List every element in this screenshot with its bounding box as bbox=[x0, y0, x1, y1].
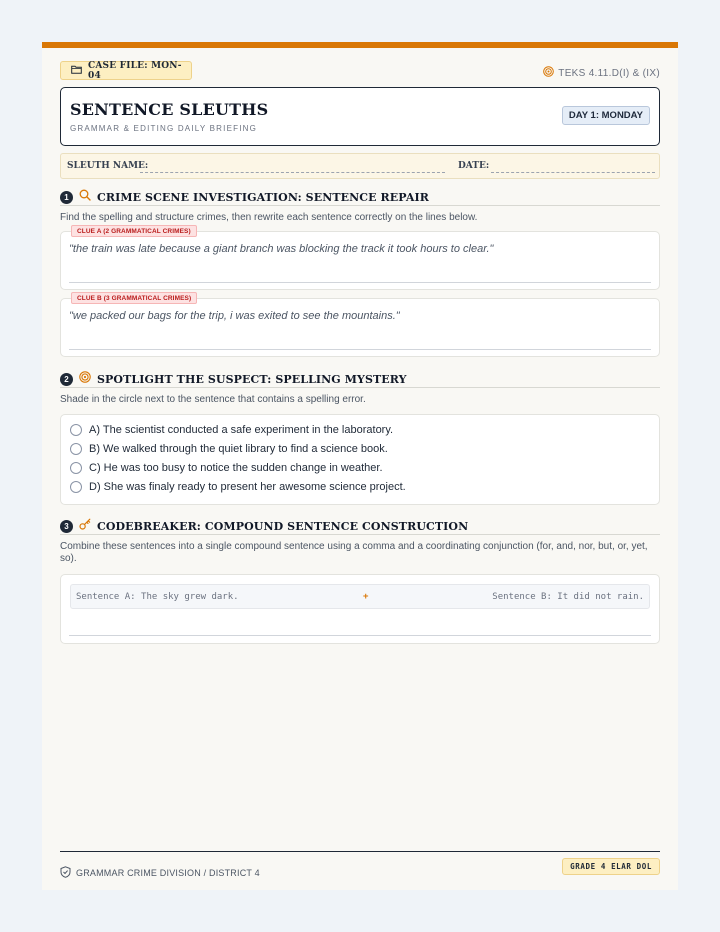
section-title: CODEBREAKER: COMPOUND SENTENCE CONSTRUCTION bbox=[97, 519, 469, 533]
teks-label: TEKS 4.11.D(I) & (IX) bbox=[558, 67, 660, 79]
radio-circle[interactable] bbox=[70, 424, 82, 436]
footer-divider bbox=[60, 851, 660, 852]
section-2-header bbox=[60, 371, 660, 388]
case-file-label: CASE FILE: MON-04 bbox=[88, 60, 182, 81]
compound-answer-line[interactable] bbox=[69, 635, 651, 636]
title-header bbox=[60, 87, 660, 146]
page-title: SENTENCE SLEUTHS bbox=[70, 100, 269, 119]
key-icon bbox=[79, 517, 91, 535]
option-d[interactable] bbox=[70, 481, 406, 493]
clue-b-sentence: "we packed our bags for the trip, i was exited to see the mountains." bbox=[69, 310, 400, 322]
teks-standard bbox=[543, 66, 660, 80]
clue-a-answer-line[interactable] bbox=[69, 282, 651, 283]
option-c[interactable] bbox=[70, 462, 383, 474]
option-b[interactable] bbox=[70, 443, 388, 455]
footer-division bbox=[60, 866, 260, 880]
clue-a-card bbox=[60, 227, 660, 290]
date-field[interactable] bbox=[491, 172, 655, 173]
options-card bbox=[60, 414, 660, 505]
grade-badge: GRADE 4 ELAR DOL bbox=[562, 858, 660, 875]
clue-b-tag: CLUE B (3 GRAMMATICAL CRIMES) bbox=[71, 292, 197, 304]
radio-circle[interactable] bbox=[70, 481, 82, 493]
codebreaker-card bbox=[60, 574, 660, 644]
sentence-a: Sentence A: The sky grew dark. bbox=[76, 592, 239, 602]
section-number: 2 bbox=[60, 373, 73, 386]
option-text: D) She was finaly ready to present her awesome science project. bbox=[89, 481, 406, 493]
folder-icon bbox=[71, 65, 82, 76]
radio-circle[interactable] bbox=[70, 462, 82, 474]
section-3-header bbox=[60, 518, 660, 535]
option-a[interactable] bbox=[70, 424, 393, 436]
magnifier-icon bbox=[79, 188, 91, 206]
section-2-instructions: Shade in the circle next to the sentence that contains a spelling error. bbox=[60, 394, 366, 405]
name-date-bar bbox=[60, 153, 660, 179]
sleuth-name-field[interactable] bbox=[140, 172, 445, 173]
clue-a-sentence: "the train was late because a giant branch was blocking the track it took hours to clear." bbox=[69, 243, 494, 255]
section-title: CRIME SCENE INVESTIGATION: SENTENCE REPAIR bbox=[97, 190, 429, 204]
shield-icon bbox=[60, 866, 71, 880]
date-label: DATE: bbox=[458, 161, 490, 171]
option-text: B) We walked through the quiet library to find a science book. bbox=[89, 443, 388, 455]
section-1-instructions: Find the spelling and structure crimes, then rewrite each sentence correctly on the lines below. bbox=[60, 212, 478, 223]
clue-a-tag: CLUE A (2 GRAMMATICAL CRIMES) bbox=[71, 225, 197, 237]
sleuth-name-label: SLEUTH NAME: bbox=[67, 161, 149, 171]
target-icon bbox=[79, 370, 91, 388]
division-label: GRAMMAR CRIME DIVISION / DISTRICT 4 bbox=[76, 868, 260, 878]
case-file-tab bbox=[60, 61, 192, 80]
plus-sign: + bbox=[363, 592, 369, 602]
day-badge: DAY 1: MONDAY bbox=[562, 106, 650, 125]
section-number: 1 bbox=[60, 191, 73, 204]
sentence-b: Sentence B: It did not rain. bbox=[492, 592, 644, 602]
sentence-pair-box bbox=[70, 584, 650, 609]
page-subtitle: GRAMMAR & EDITING DAILY BRIEFING bbox=[70, 124, 258, 133]
section-1-header bbox=[60, 189, 660, 206]
option-text: A) The scientist conducted a safe experiment in the laboratory. bbox=[89, 424, 394, 436]
radio-circle[interactable] bbox=[70, 443, 82, 455]
clue-b-answer-line[interactable] bbox=[69, 349, 651, 350]
target-icon bbox=[543, 66, 554, 80]
section-3-instructions: Combine these sentences into a single compound sentence using a comma and a coordinating conjunction (for, and, nor, but, or, yet, so). bbox=[60, 541, 648, 564]
option-text: C) He was too busy to notice the sudden change in weather. bbox=[89, 462, 383, 474]
worksheet-page bbox=[42, 42, 678, 890]
section-title: SPOTLIGHT THE SUSPECT: SPELLING MYSTERY bbox=[97, 372, 407, 386]
section-number: 3 bbox=[60, 520, 73, 533]
clue-b-card bbox=[60, 294, 660, 357]
